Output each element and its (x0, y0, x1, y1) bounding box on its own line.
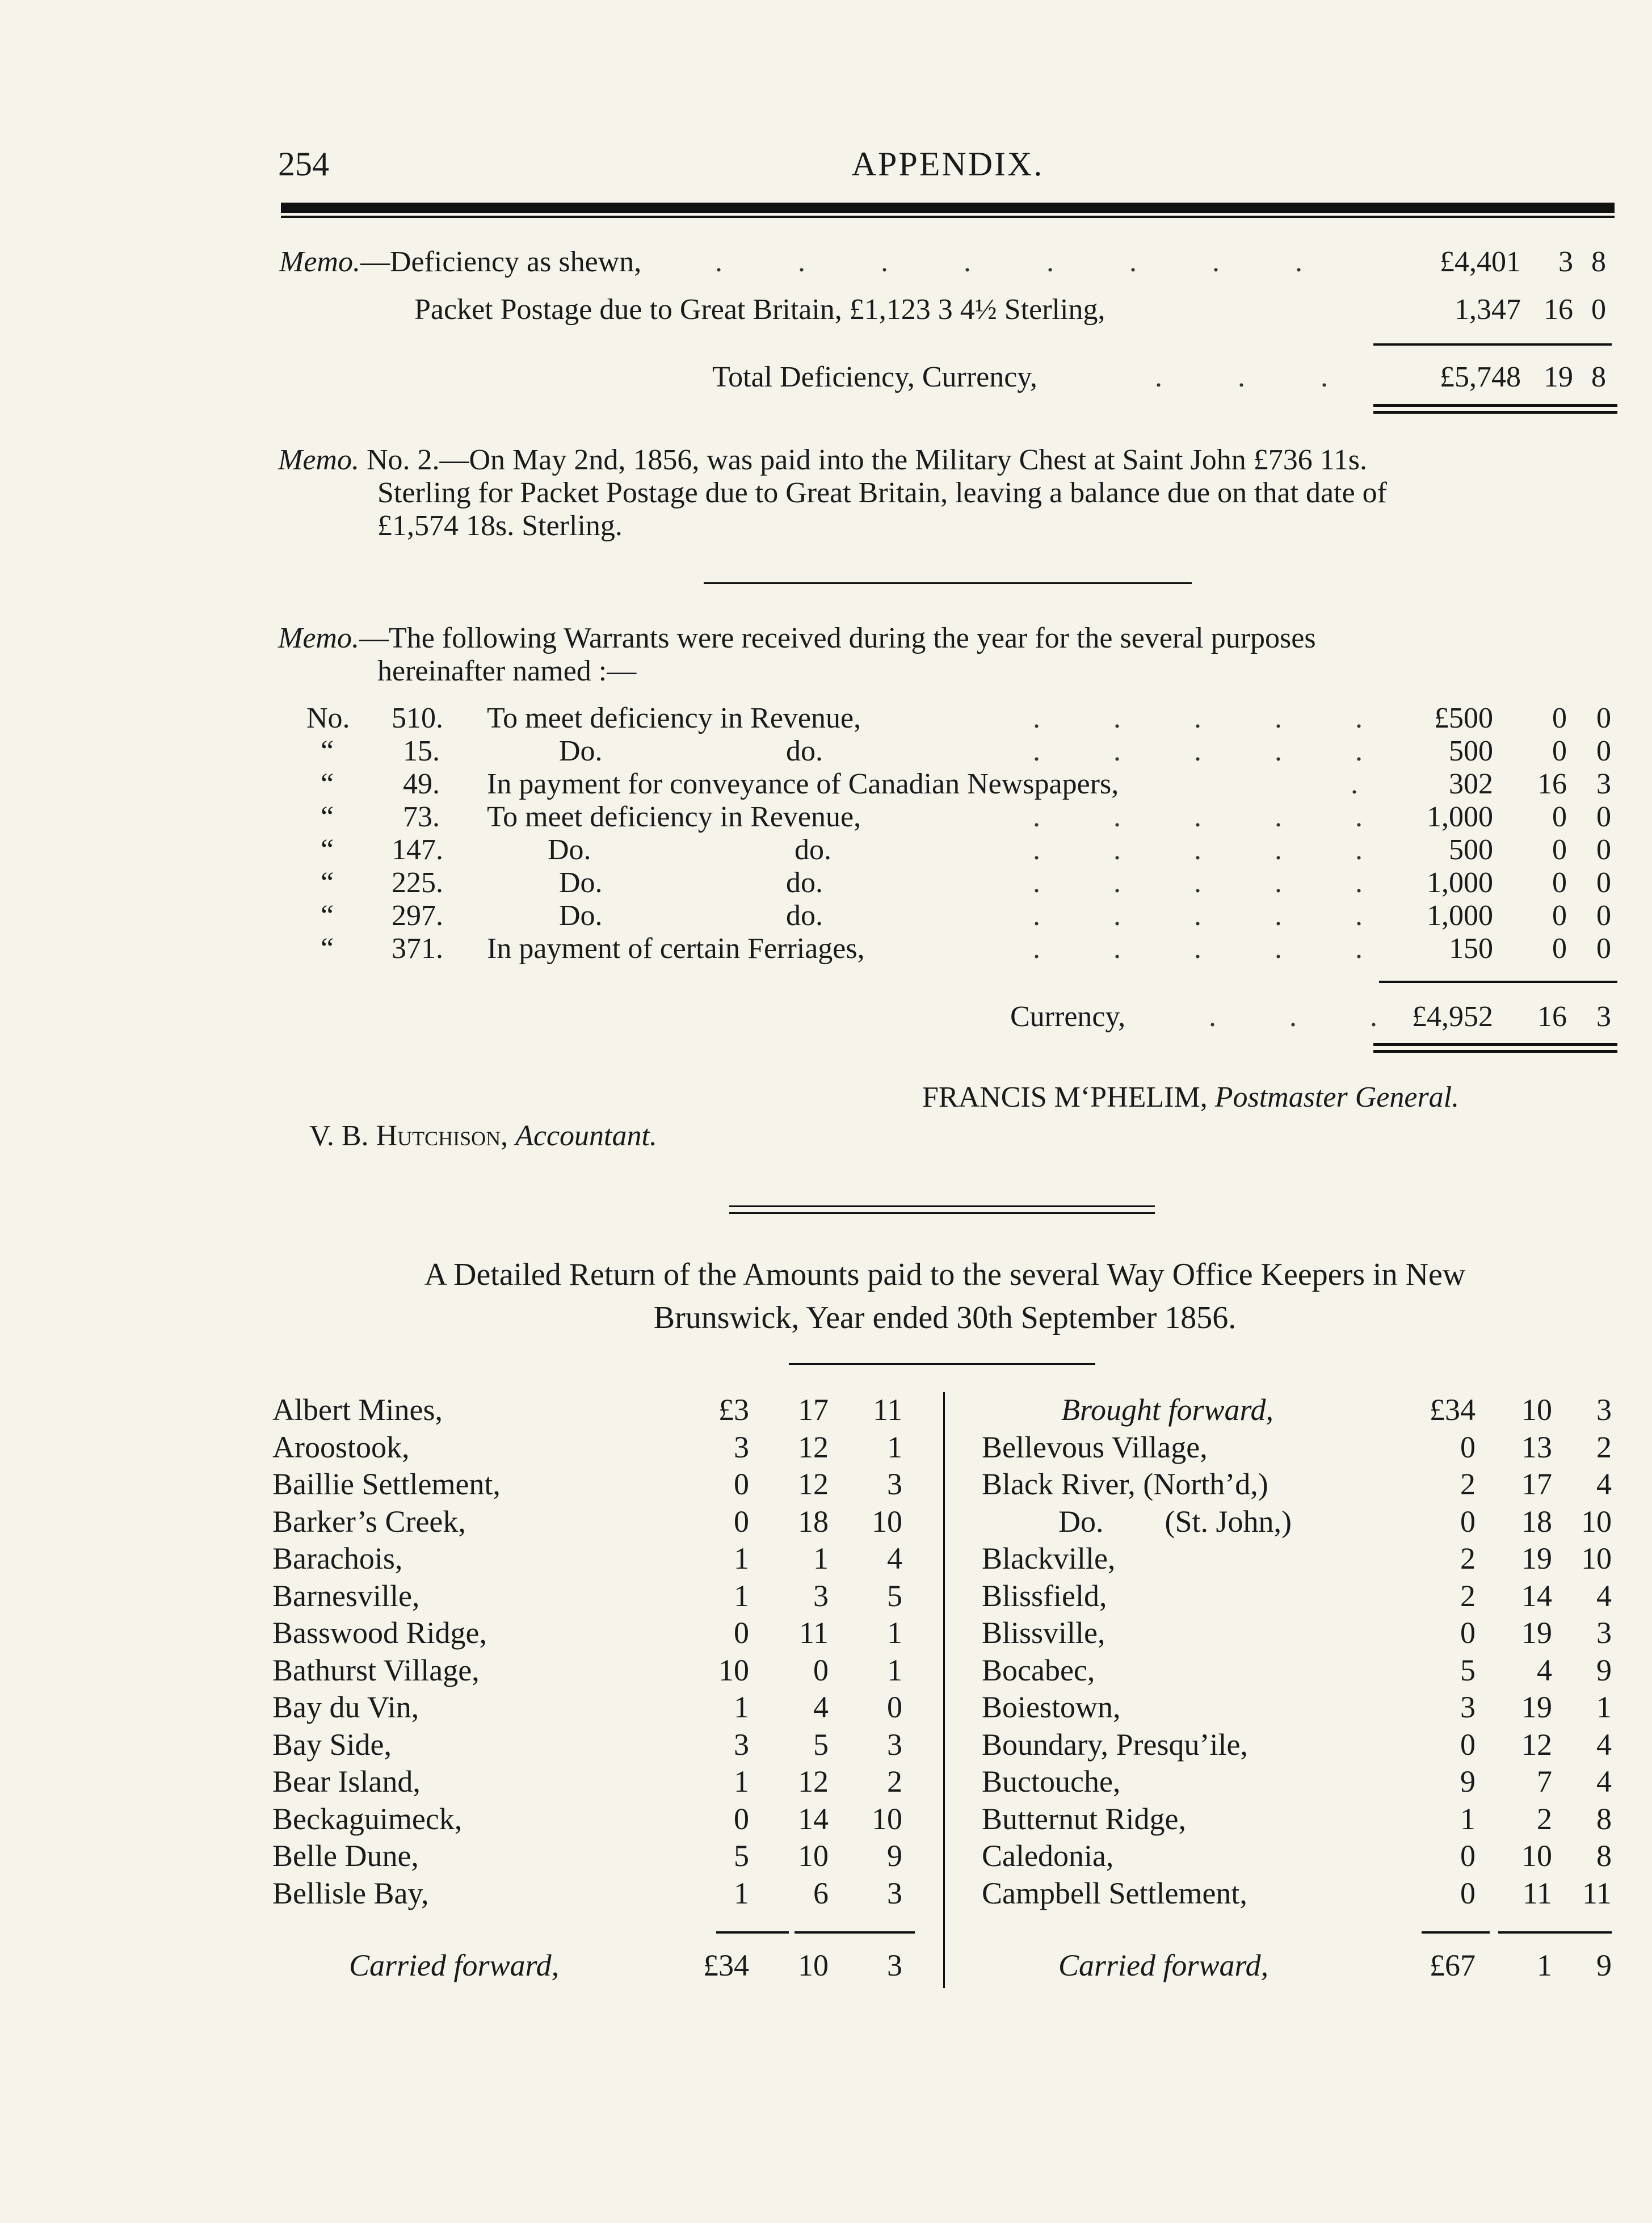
section-divider (704, 582, 1192, 584)
page-number: 254 (278, 145, 329, 183)
table-row: Bellisle Bay, 1 6 3 (272, 1876, 902, 1910)
total-double-rule (1373, 1043, 1617, 1046)
warrant-row: “ 15. Do. do. . . . . . 500 0 0 (321, 735, 1611, 767)
column-divider (943, 1392, 945, 1988)
return-table-left (272, 1392, 914, 1913)
table-row: Bay du Vin, 1 4 0 (272, 1690, 902, 1724)
memo1-row1-text: —Deficiency as shewn, (360, 246, 642, 278)
warrant-row: “ 297. Do. do. . . . . . 1,000 0 0 (321, 900, 1611, 932)
right-total (982, 1948, 1612, 1985)
accountant-signature: V. B. Hutchison, Accountant. (309, 1120, 657, 1152)
leader-dots: . . . (1155, 361, 1362, 393)
table-row: Boiestown, 3 19 1 (982, 1690, 1612, 1724)
document-page: 254 APPENDIX. Memo.—Deficiency as shewn, . . . . . . . . £4,401 3 8 Packet Postage due to Great Britain, £1,123 3 4½ Sterling, 1,347 16 0 Total Deficiency, Currency, . . . £5,748 19 8 Memo. No. 2.—On May 2nd, 1856, was paid into the Military Chest at Saint John £736 11s. Sterling for Packet Postage due to Great Britain, leaving a balance due on that date of £1,574 18s. Sterling. Memo.—The following Warrants were received during the year for the several purposes hereinafter named :— No. 510. To meet deficiency in Revenue, . . . . . £500 0 0 “ 15. Do. do. . . . . . 500 0 0 “ 49. In payment for conveyance of Canadian Newspapers, . 302 16 3 “ 73. To meet deficiency in Revenue, . . . . . 1,000 0 0 “ 147. Do. do. . . . . . 500 0 0 “ 225. Do. do. . . . . . 1,000 0 0 “ 297. Do. do. . . . . . 1,000 0 0 “ 371. In payment of certain Ferriages, . . . . . 150 0 0 Currency, . . . £4,952 16 3 FRANCIS M‘PHELIM, Postmaster General. V. B. Hutchison, Accountant. A Detailed Return of the Amounts paid to the several Way Office Keepers in New Brunswick, Year ended 30th September 1856. Albert Mines, £3 17 11 Aroostook, 3 12 1 Baillie Settlement, 0 12 3 Barker’s Creek, 0 18 10 Barachois, 1 1 4 Barnesville, 1 3 5 Basswood Ridge, 0 11 1 Bathurst Village, 10 0 1 Bay du Vin, 1 4 0 Bay Side, 3 5 3 Bear Island, 1 12 2 Beckaguimeck, 0 14 10 Belle Dune, 5 10 9 Bellisle Bay, 1 6 3 Carried forward, £34 10 3 Brought forward, £34 10 3 Bellevous Village, 0 13 2 Black River, (North’d,) 2 17 4 Do. (St. John,) 0 18 10 Blackville, 2 19 10 Blissfield, 2 14 4 Blissville, 0 19 3 Bocabec, 5 4 9 Boiestown, 3 19 1 Boundary, Presqu’ile, 0 12 4 Buctouche, 9 7 4 Butternut Ridge, 1 2 8 Caledonia, 0 10 8 Campbell Settlement, 0 11 11 Carried forward, £67 1 9 (0, 0, 1652, 2223)
memo-label: Memo. (279, 246, 360, 278)
table-row: Do. (St. John,) 0 18 10 (1058, 1504, 1612, 1539)
table-row: Blissfield, 2 14 4 (982, 1578, 1612, 1613)
memo-warrants: Memo.—The following Warrants were received during the year for the several purposes hereinafter named :— (278, 622, 1316, 687)
warrant-row: “ 73. To meet deficiency in Revenue, . . . . . 1,000 0 0 (321, 801, 1611, 833)
warrant-row: “ 147. Do. do. . . . . . 500 0 0 (321, 834, 1611, 866)
memo1-row2-text: Packet Postage due to Great Britain, £1,123 3 4½ Sterling, (414, 293, 1105, 326)
return-table-right (982, 1392, 1612, 1913)
return-title: A Detailed Return of the Amounts paid to the several Way Office Keepers in New Brunswick, Year ended 30th September 1856. (424, 1257, 1466, 1335)
table-row: Barachois, 1 1 4 (272, 1541, 902, 1575)
memo-label: Memo. (278, 444, 359, 476)
table-row: Bellevous Village, 0 13 2 (982, 1430, 1612, 1464)
sum-rule (1373, 343, 1612, 346)
table-row: Boundary, Presqu’ile, 0 12 4 (982, 1727, 1612, 1762)
section-divider (729, 1205, 1155, 1207)
table-row: Bathurst Village, 10 0 1 (272, 1653, 902, 1687)
table-row: Barker’s Creek, 0 18 10 (272, 1504, 902, 1539)
table-row: Basswood Ridge, 0 11 1 (272, 1616, 902, 1650)
table-row: Blissville, 0 19 3 (982, 1616, 1612, 1650)
table-row-total: Carried forward, £67 1 9 (1058, 1948, 1612, 1982)
header-rule-thick (281, 203, 1615, 213)
table-row: Caledonia, 0 10 8 (982, 1839, 1612, 1873)
table-row-total: Carried forward, £34 10 3 (349, 1948, 902, 1982)
table-row: Barnesville, 1 3 5 (272, 1578, 902, 1613)
warrants-total-row: Currency, . . . £4,952 16 3 (1010, 1001, 1611, 1033)
table-row: Campbell Settlement, 0 11 11 (982, 1876, 1612, 1910)
sum-rule (716, 1931, 789, 1934)
memo1-total-text: Total Deficiency, Currency, (712, 361, 1037, 393)
table-row: Beckaguimeck, 0 14 10 (272, 1801, 902, 1836)
table-row: Blackville, 2 19 10 (982, 1541, 1612, 1575)
memo-packet-postage: Memo. No. 2.—On May 2nd, 1856, was paid into the Military Chest at Saint John £736 11s. Sterling for Packet Postage due to Great Britain, leaving a balance due on that date of £1,574 18s. Sterling. (278, 444, 1387, 542)
table-row: Albert Mines, £3 17 11 (272, 1393, 902, 1427)
header-rule-thin (281, 216, 1615, 218)
section-divider (729, 1212, 1155, 1214)
warrant-row: “ 49. In payment for conveyance of Canadian Newspapers, . 302 16 3 (321, 768, 1611, 800)
total-double-rule (1373, 404, 1617, 407)
table-row: Brought forward, £34 10 3 (1061, 1393, 1612, 1427)
table-row: Aroostook, 3 12 1 (272, 1430, 902, 1464)
sum-rule (1379, 981, 1617, 983)
page-title: APPENDIX. (851, 145, 1044, 183)
table-row: Bay Side, 3 5 3 (272, 1727, 902, 1762)
section-divider (789, 1363, 1095, 1365)
total-double-rule (1373, 1050, 1617, 1053)
table-row: Belle Dune, 5 10 9 (272, 1839, 902, 1873)
left-total (272, 1948, 914, 1985)
postmaster-signature: FRANCIS M‘PHELIM, Postmaster General. (922, 1081, 1460, 1113)
table-row: Black River, (North’d,) 2 17 4 (982, 1467, 1612, 1501)
page-header (278, 145, 1617, 190)
table-row: Butternut Ridge, 1 2 8 (982, 1801, 1612, 1836)
table-row: Buctouche, 9 7 4 (982, 1764, 1612, 1798)
sum-rule (1498, 1931, 1612, 1934)
leader-dots: . . . . . . . . (715, 246, 1336, 278)
warrant-row: “ 225. Do. do. . . . . . 1,000 0 0 (321, 867, 1611, 899)
total-double-rule (1373, 411, 1617, 414)
memo-label: Memo. (278, 622, 359, 654)
table-row: Baillie Settlement, 0 12 3 (272, 1467, 902, 1501)
warrant-row: “ 371. In payment of certain Ferriages, . . . . . 150 0 0 (321, 932, 1611, 965)
sum-rule (1422, 1931, 1490, 1934)
memo1-line1 (279, 245, 641, 279)
table-row: Bocabec, 5 4 9 (982, 1653, 1612, 1687)
table-row: Bear Island, 1 12 2 (272, 1764, 902, 1798)
sum-rule (795, 1931, 915, 1934)
warrant-row: No. 510. To meet deficiency in Revenue, . . . . . £500 0 0 (306, 702, 1611, 734)
